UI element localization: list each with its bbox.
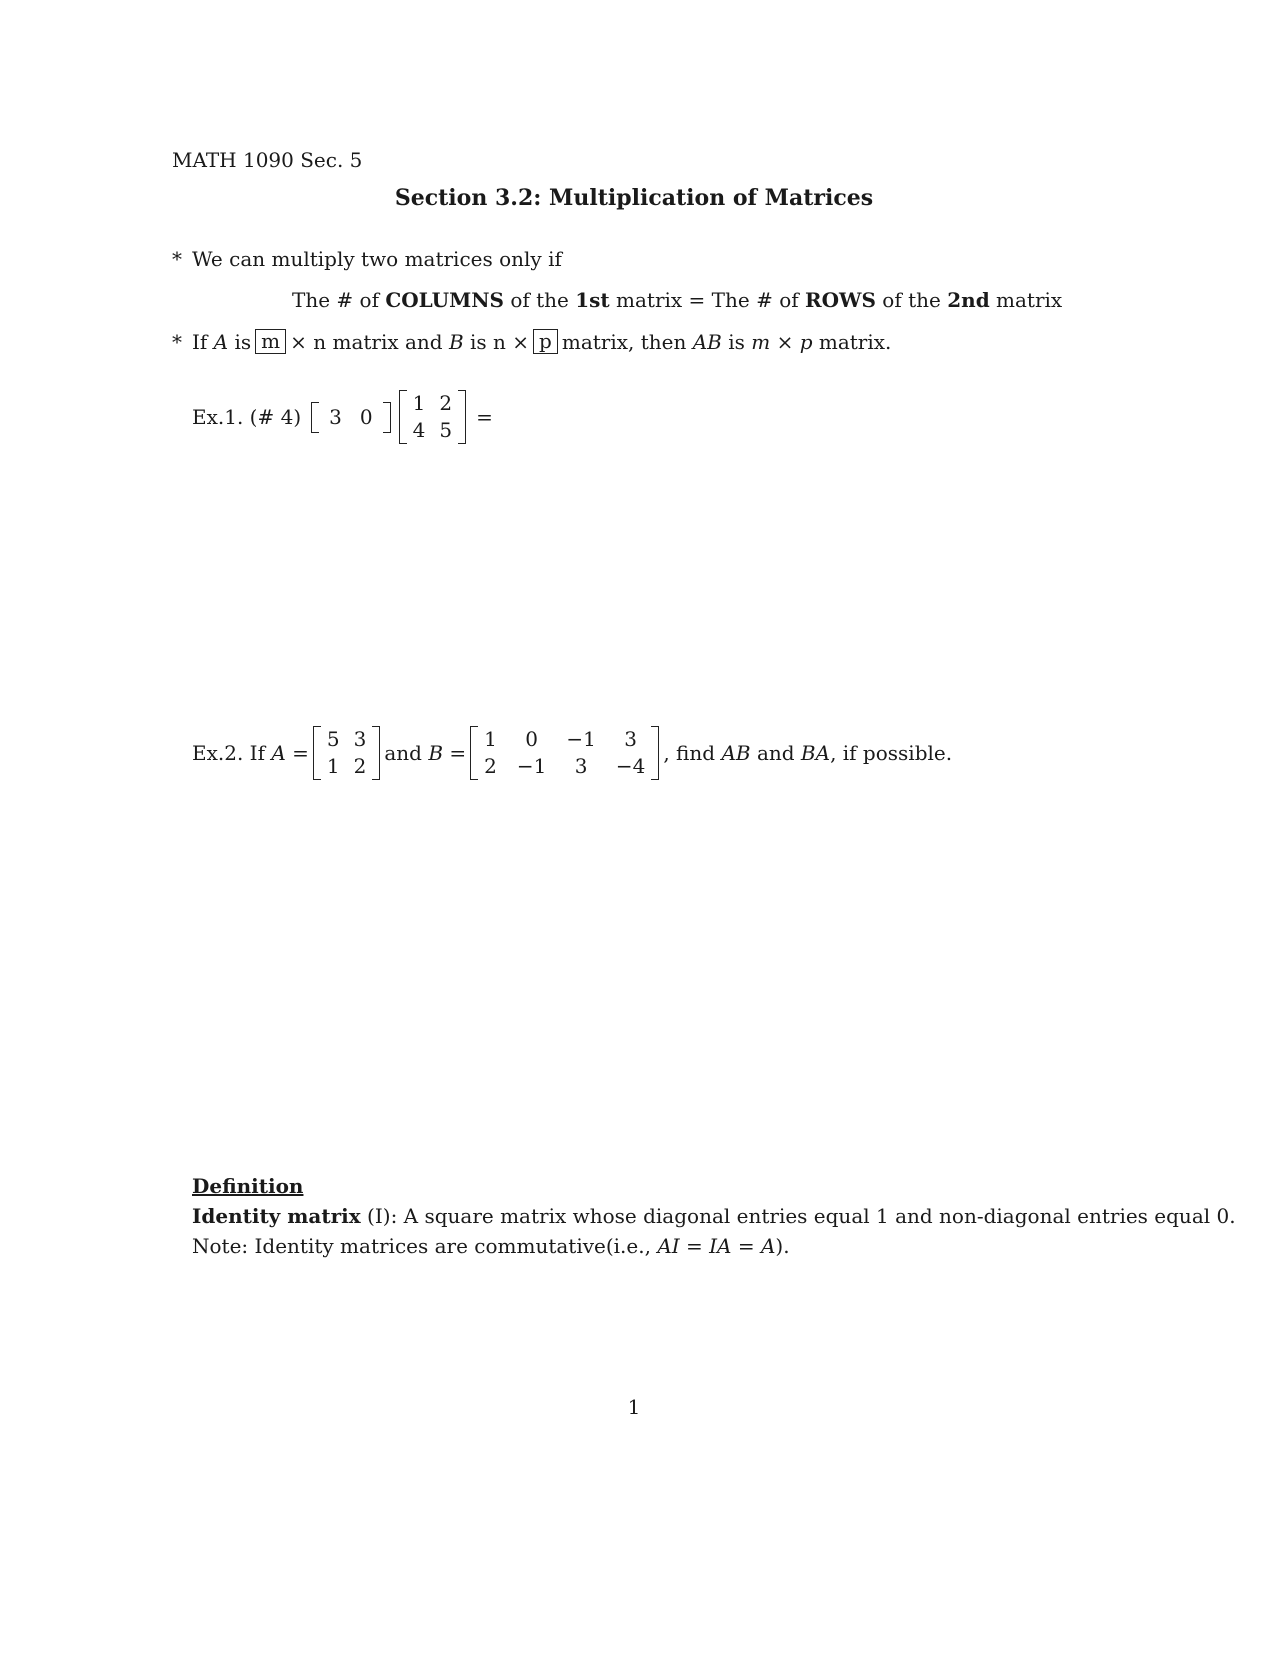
equals-sign: = (476, 405, 493, 429)
bullet: * (172, 329, 182, 354)
matrix-b (470, 726, 659, 780)
rule-2-times-n: × n matrix and (290, 329, 443, 354)
identity-term: Identity matrix (192, 1204, 361, 1228)
identity-symbol: (I) (367, 1204, 391, 1228)
matrix-entry: 1 (326, 754, 340, 778)
matrix-entry: 2 (353, 754, 367, 778)
b-equals: B = (428, 741, 467, 765)
ex2-label: Ex.2. If (192, 741, 265, 765)
cond-columns: COLUMNS (385, 288, 504, 312)
var-ab: AB (692, 329, 722, 354)
rule-2-rest: matrix, then (561, 329, 687, 354)
matrix-entry: 2 (439, 391, 453, 415)
note-prefix: Note: Identity matrices are commutative(i.e., (192, 1234, 651, 1258)
note-suffix: ). (775, 1234, 790, 1258)
rule-2 (172, 329, 891, 354)
matrix-a (313, 726, 380, 780)
cond-part: matrix (989, 288, 1063, 312)
var-b: B (448, 329, 464, 354)
row-matrix (311, 402, 390, 433)
rule-2-end: matrix. (818, 329, 892, 354)
matrix-entry: 1 (412, 391, 426, 415)
right-bracket (383, 402, 391, 433)
matrix-entry: 5 (439, 418, 453, 442)
dims-mp: m × p (751, 329, 813, 354)
matrix-entry: 5 (326, 727, 340, 751)
matrix-entry: 3 (574, 754, 588, 778)
and-word-2: and (756, 741, 795, 765)
note-equation: AI = IA = A (657, 1234, 776, 1258)
left-bracket (470, 726, 478, 780)
right-bracket (372, 726, 380, 780)
matrix-entry: −4 (615, 754, 646, 778)
page-title: Section 3.2: Multiplication of Matrices (394, 185, 874, 211)
matrix-entry: 4 (412, 418, 426, 442)
cond-first: 1st (575, 288, 610, 312)
bullet: * (172, 247, 182, 271)
matrix-entry: 3 (353, 727, 367, 751)
multiplication-condition (292, 290, 1062, 310)
var-ab: AB (721, 741, 751, 765)
right-bracket (458, 390, 466, 444)
page-number: 1 (627, 1395, 641, 1419)
row-matrix-entries (319, 402, 382, 433)
matrix-2x2 (399, 390, 466, 444)
var-a: A (213, 329, 229, 354)
ex2-end: , if possible. (830, 741, 953, 765)
m-box: m (255, 329, 286, 354)
rule-2-is-n-times: is n × (470, 329, 530, 354)
rule-1 (172, 249, 562, 269)
course-header: MATH 1090 Sec. 5 (172, 148, 363, 172)
matrix-entry: −1 (566, 727, 596, 751)
left-bracket (313, 726, 321, 780)
var-ba: BA (800, 741, 831, 765)
cond-part: matrix = The # of (609, 288, 805, 312)
and-word: and (384, 741, 422, 765)
cond-part: The # of (292, 288, 386, 312)
matrix-entry: 0 (359, 404, 373, 429)
definition-heading: Definition (192, 1174, 304, 1198)
matrix-b-entries (478, 726, 651, 780)
example-1 (192, 390, 493, 444)
rule-2-is: is (234, 329, 252, 354)
right-bracket (651, 726, 659, 780)
cond-rows: ROWS (805, 288, 876, 312)
p-box: p (533, 329, 558, 354)
matrix-entry: 3 (624, 727, 637, 751)
left-bracket (399, 390, 407, 444)
matrix-entry: 2 (484, 754, 497, 778)
matrix-entry: 3 (329, 404, 342, 429)
matrix-a-entries (321, 726, 372, 780)
identity-desc: : A square matrix whose diagonal entries equal 1 and non-diagonal entries equal 0. (390, 1204, 1236, 1228)
matrix-entries (407, 390, 458, 444)
matrix-entry: 1 (484, 727, 497, 751)
cond-second: 2nd (947, 288, 990, 312)
identity-note (192, 1236, 790, 1256)
ex1-label: Ex.1. (# 4) (192, 405, 302, 429)
cond-part: of the (875, 288, 948, 312)
left-bracket (311, 402, 319, 433)
matrix-entry: 0 (525, 727, 538, 751)
ex2-tail: , find (663, 741, 716, 765)
matrix-entry: −1 (516, 754, 547, 778)
example-2 (192, 726, 952, 780)
a-equals: A = (271, 741, 309, 765)
identity-definition (192, 1206, 1236, 1226)
cond-part: of the (503, 288, 576, 312)
rule-2-is2: is (728, 329, 745, 354)
rule-2-if: If (192, 329, 208, 354)
rule-1-text: We can multiply two matrices only if (192, 247, 562, 271)
